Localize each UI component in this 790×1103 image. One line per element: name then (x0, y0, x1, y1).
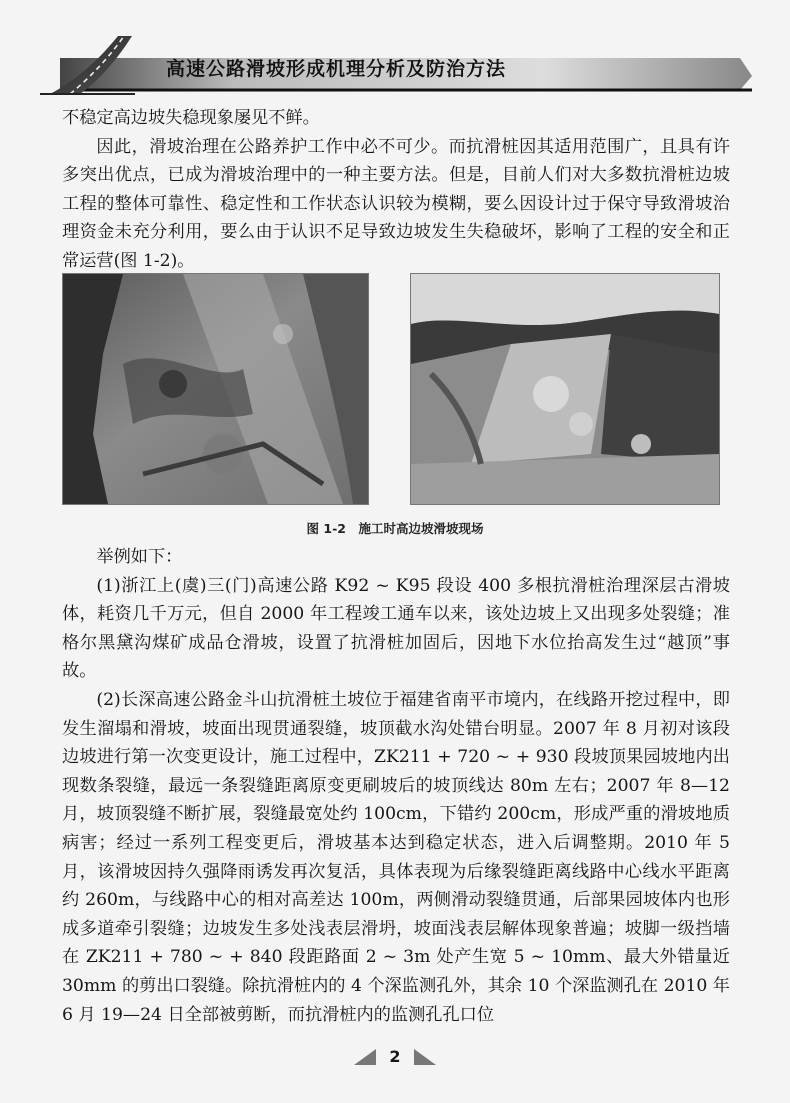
page-number: 2 (389, 1047, 401, 1066)
paragraph-continuation: 不稳定高边坡失稳现象屡见不鲜。 (62, 108, 320, 128)
page-footer (0, 1046, 790, 1072)
left-triangle-icon (354, 1049, 376, 1065)
paragraph: (2)长深高速公路金斗山抗滑桩土坡位于福建省南平市境内，在线路开挖过程中，即发生溜塌和滑坡，坡面出现贯通裂缝，坡顶截水沟处错台明显。2007 年 8 月初对该段边坡进行第一次变更设计，施工过程中，ZK211 + 720 ~ + 930 段坡顶果园坡地内出现数条裂缝，最远一条裂缝距离原变更刷坡后的坡顶线达 80m 左右；2007 年 8—12 月，坡顶裂缝不断扩展，裂缝最宽处约 100cm，下错约 200cm，形成严重的滑坡地质病害；经过一系列工程变更后，滑坡基本达到稳定状态，进入后调整期。2010 年 5 月，该滑坡因持久强降雨诱发再次复活，具体表现为后缘裂缝距离线路中心线水平距离约 260m，与线路中心的相对高差达 100m，两侧滑动裂缝贯通，后部果园坡体内也形成多道牵引裂缝；边坡发生多处浅表层滑坍，坡面浅表层解体现象普遍；坡脚一级挡墙在 ZK211 + 780 ~ + 840 段距路面 2 ~ 3m 处产生宽 5 ~ 10mm、最大外错量近 30mm 的剪出口裂缝。除抗滑桩内的 4 个深监测孔外，其余 10 个深监测孔在 2010 年 6 月 19—24 日全部被剪断，而抗滑桩内的监测孔孔口位 (62, 689, 730, 1025)
figure-caption: 图 1-2 施工时高边坡滑坡现场 (306, 521, 484, 536)
text-block-top (62, 104, 730, 276)
paragraph: (1)浙江上(虞)三(门)高速公路 K92 ~ K95 段设 400 多根抗滑桩治理深层古滑坡体，耗资几千万元，但自 2000 年工程竣工通车以来，该处边坡上又出现多处裂缝；准格尔黑黛沟煤矿成品仓滑坡，设置了抗滑桩加固后，因地下水位抬高发生过“越顶”事故。 (62, 575, 730, 682)
page-header (40, 28, 760, 98)
paragraph: 因此，滑坡治理在公路养护工作中必不可少。而抗滑桩因其适用范围广，且具有许多突出优点，已成为滑坡治理中的一种主要方法。但是，目前人们对大多数抗滑桩边坡工程的整体可靠性、稳定性和工作状态认识较为模糊，要么因设计过于保守导致滑坡治理资金未充分利用，要么由于认识不足导致边坡发生失稳破坏，影响了工程的安全和正常运营(图 1-2)。 (62, 136, 730, 271)
paragraph: 举例如下： (96, 547, 183, 567)
right-triangle-icon (414, 1049, 436, 1065)
running-title: 高速公路滑坡形成机理分析及防治方法 (166, 58, 507, 80)
landslide-photo-right (410, 273, 720, 505)
landslide-photo-left (62, 273, 369, 505)
text-block-bottom (62, 543, 730, 1029)
